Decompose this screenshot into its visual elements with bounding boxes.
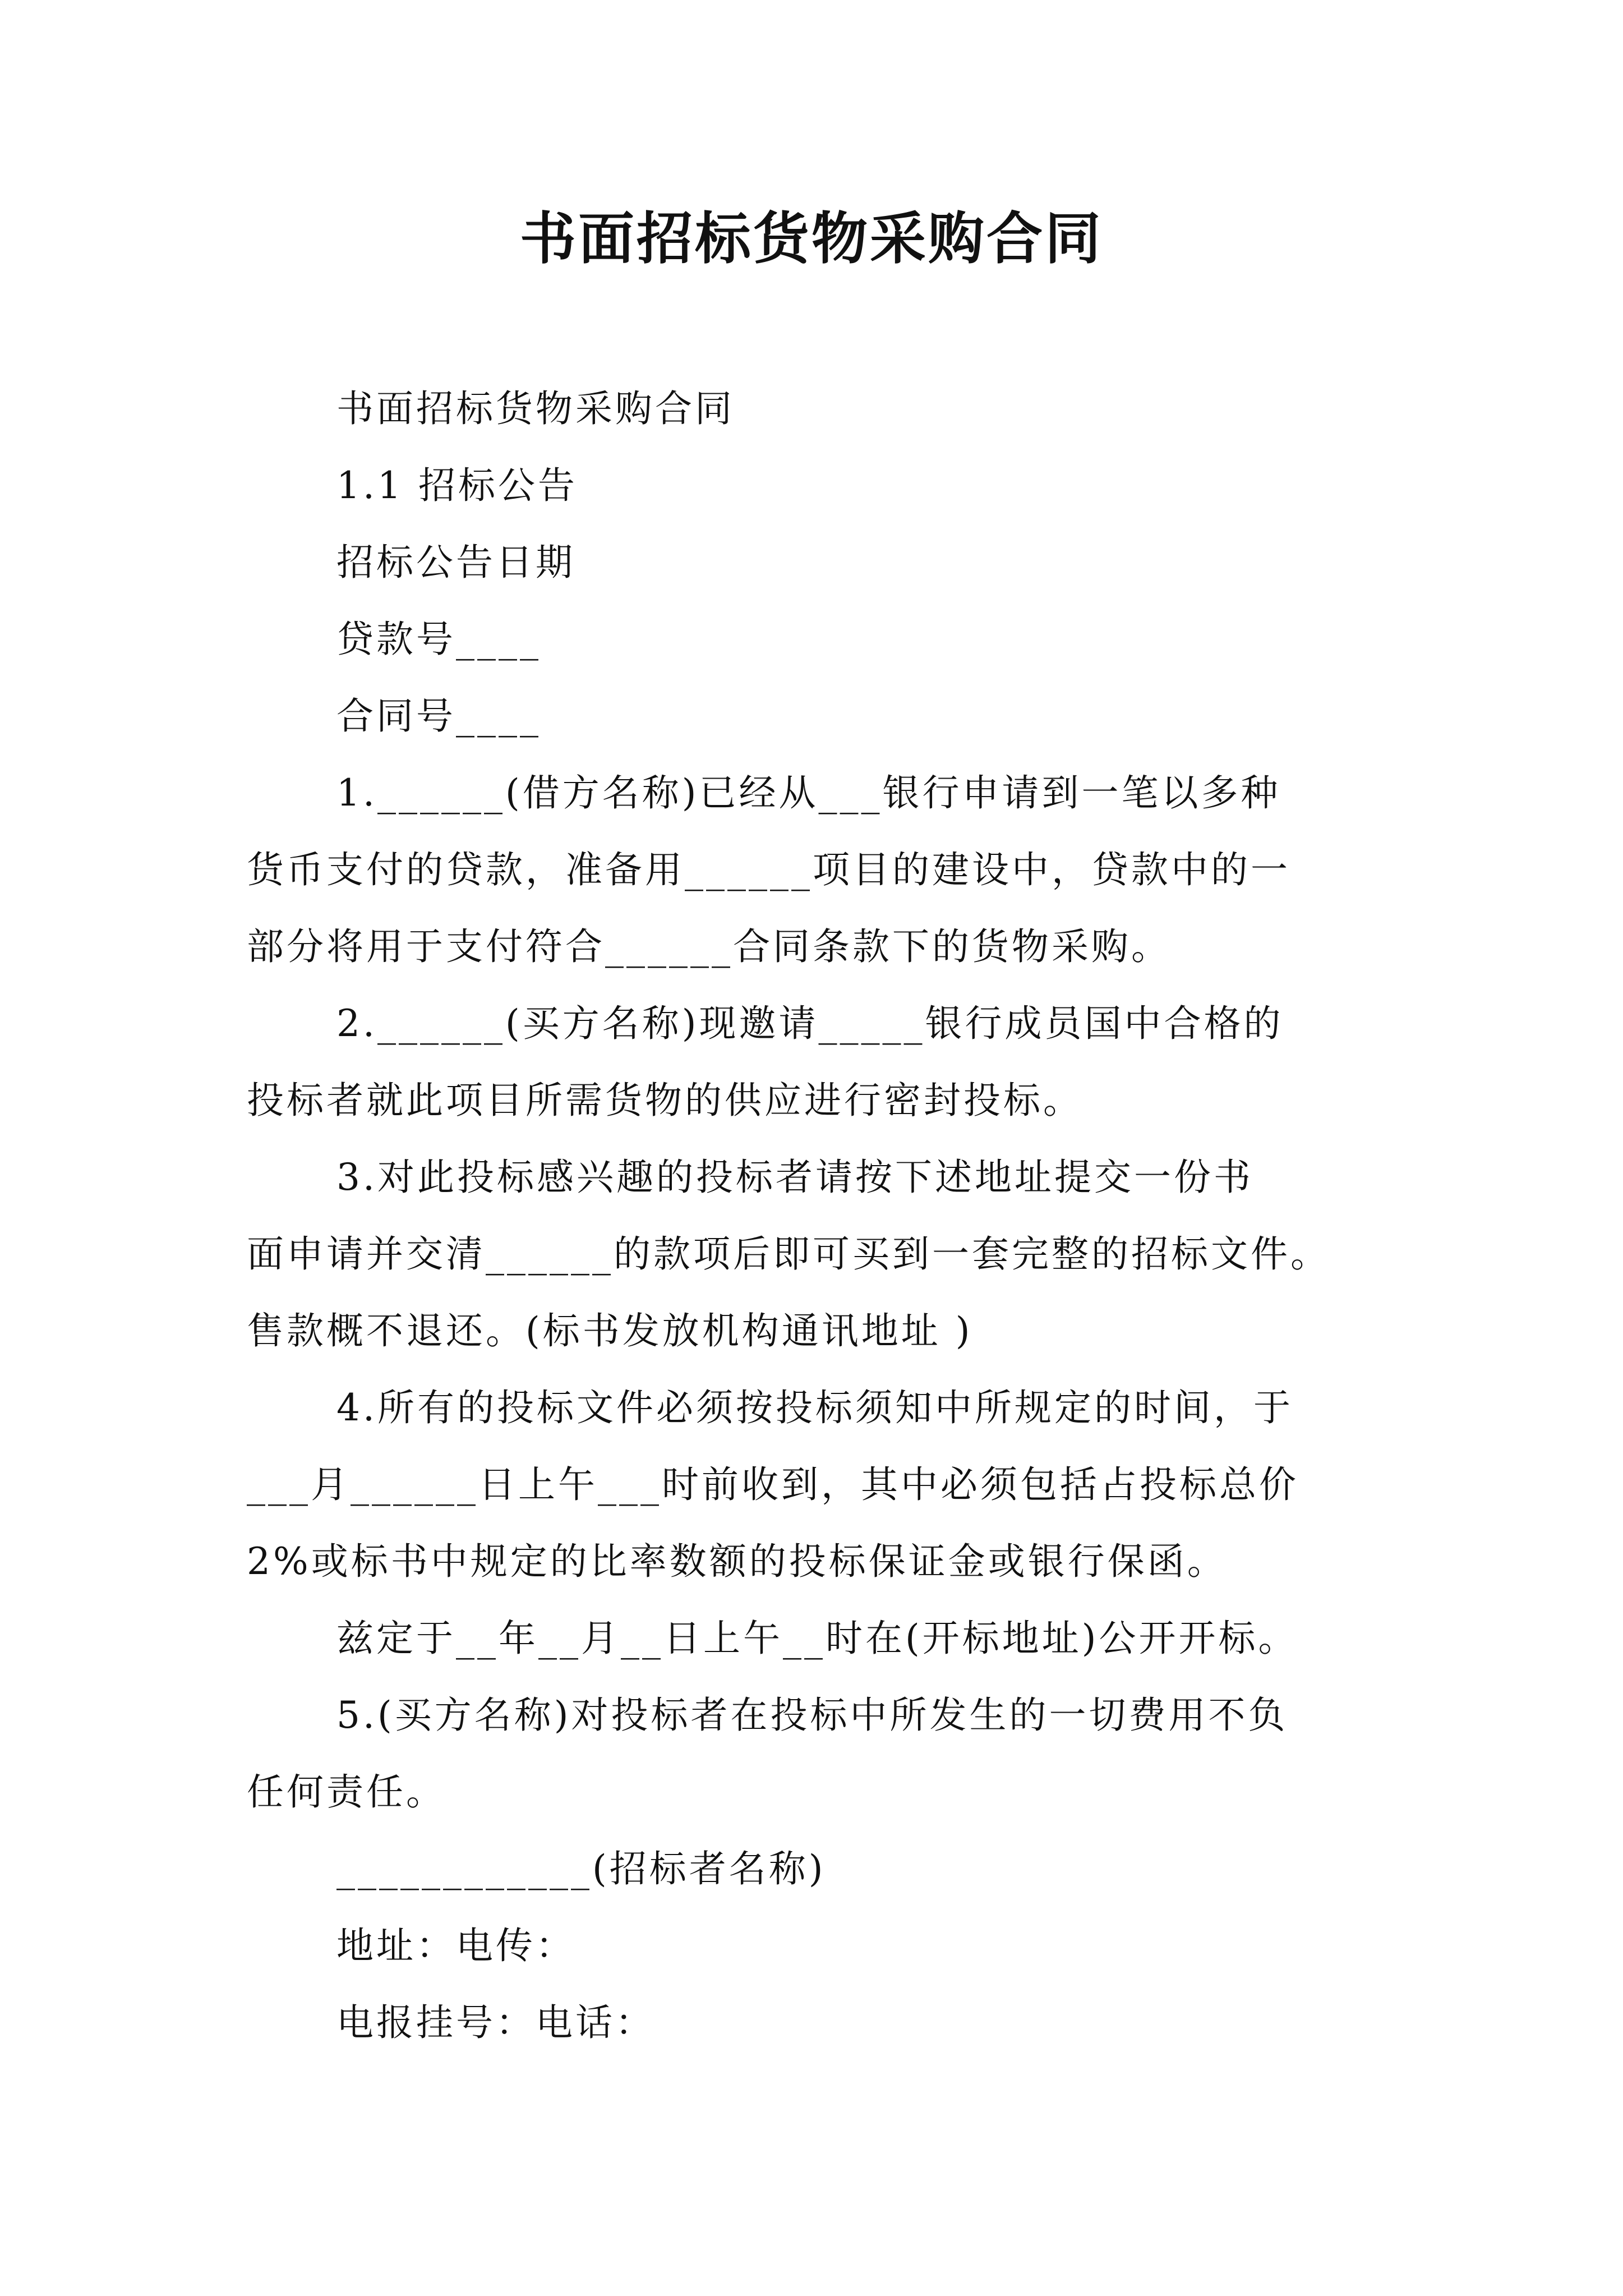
paragraph-line: 招标公告日期 xyxy=(336,541,575,584)
paragraph-line: 面申请并交清______的款项后即可买到一套完整的招标文件。 xyxy=(247,1232,1330,1276)
paragraph-line: 1.1 招标公告 xyxy=(336,464,578,507)
paragraph-line: 1.______(借方名称)已经从___银行申请到一笔以多种 xyxy=(336,771,1281,815)
paragraph-line: 电报挂号：电话： xyxy=(336,2001,655,2044)
paragraph-line: 4.所有的投标文件必须按投标须知中所规定的时间，于 xyxy=(336,1386,1293,1429)
paragraph-line: 投标者就此项目所需货物的供应进行密封投标。 xyxy=(247,1079,1083,1122)
paragraph-line: 任何责任。 xyxy=(247,1770,446,1814)
paragraph-line: 货币支付的贷款，准备用______项目的建设中，贷款中的一 xyxy=(247,848,1290,891)
paragraph-line: 贷款号____ xyxy=(336,618,541,661)
document-title: 书面招标货物采购合同 xyxy=(520,205,1103,272)
paragraph-line: 3.对此投标感兴趣的投标者请按下述地址提交一份书 xyxy=(336,1156,1253,1199)
paragraph-line: ____________(招标者名称) xyxy=(336,1847,826,1890)
paragraph-line: 售款概不退还。(标书发放机构通讯地址 ) xyxy=(247,1309,973,1352)
document-body xyxy=(247,370,1408,2061)
paragraph-line: 合同号____ xyxy=(336,694,541,738)
paragraph-line: 2%或标书中规定的比率数额的投标保证金或银行保函。 xyxy=(247,1540,1227,1583)
paragraph-line: 书面招标货物采购合同 xyxy=(336,387,735,430)
paragraph-line: ___月______日上午___时前收到，其中必须包括占投标总价 xyxy=(247,1463,1299,1506)
paragraph-line: 地址：电传： xyxy=(336,1924,575,1967)
paragraph-line: 部分将用于支付符合______合同条款下的货物采购。 xyxy=(247,925,1171,968)
paragraph-line: 5.(买方名称)对投标者在投标中所发生的一切费用不负 xyxy=(336,1694,1288,1737)
paragraph-line: 兹定于__年__月__日上午__时在(开标地址)公开开标。 xyxy=(336,1617,1298,1660)
paragraph-line: 2.______(买方名称)现邀请_____银行成员国中合格的 xyxy=(336,1002,1284,1045)
